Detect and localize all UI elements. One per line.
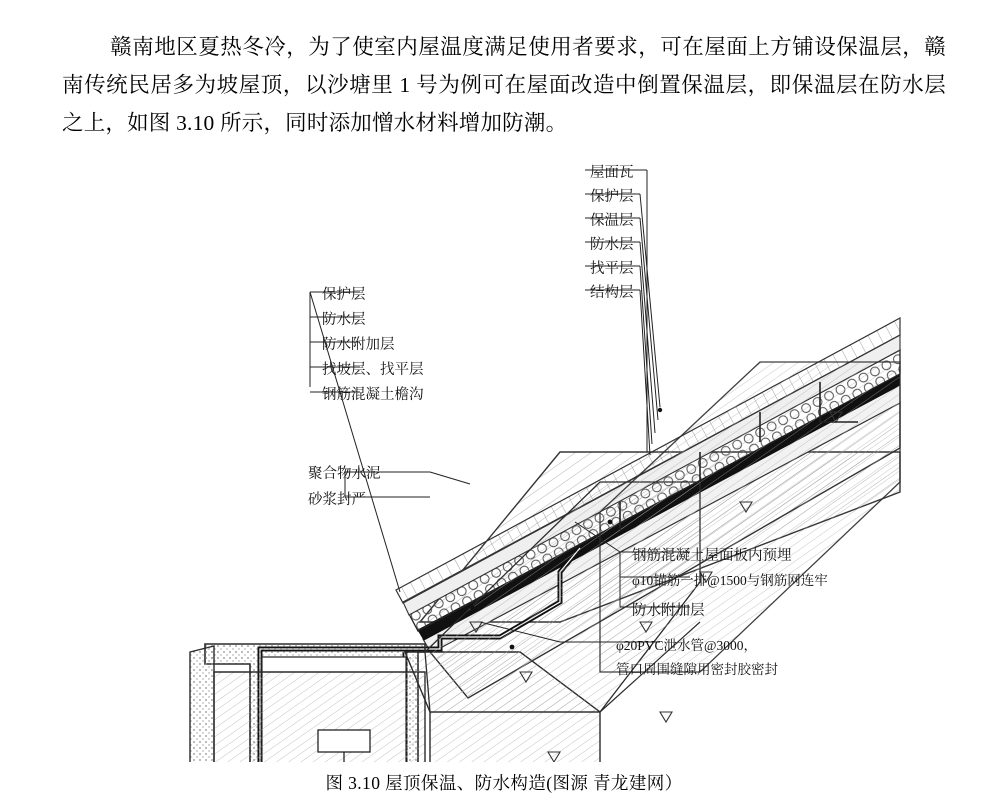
left-label-3: 找坡层、找平层 <box>322 362 424 378</box>
bottom-right-label-1: 管口周围缝隙用密封胶密封 <box>616 662 778 677</box>
body-paragraph <box>62 28 946 142</box>
right-label-1: φ10锚筋一排@1500与钢筋网连牢 <box>632 573 828 588</box>
mid-left-label-1: 砂浆封严 <box>308 492 366 508</box>
right-label-2: 防水附加层 <box>632 603 705 619</box>
top-label-0: 屋面瓦 <box>590 165 634 181</box>
top-label-3: 防水层 <box>590 237 634 253</box>
top-label-1: 保护层 <box>590 189 634 205</box>
left-label-4: 钢筋混凝土檐沟 <box>322 387 424 403</box>
left-label-0: 保护层 <box>322 287 366 303</box>
top-label-2: 保温层 <box>590 213 634 229</box>
left-label-2: 防水附加层 <box>322 337 395 353</box>
left-label-1: 防水层 <box>322 312 366 328</box>
paragraph-text: 赣南地区夏热冬冷，为了使室内屋温度满足使用者要求，可在屋面上方铺设保温层，赣南传统民居多为坡屋顶，以沙塘里 1 号为例可在屋面改造中倒置保温层，即保温层在防水层之上，如图 3.10 所示，同时添加憎水材料增加防潮。 <box>62 34 946 135</box>
mid-left-label-0: 聚合物水泥 <box>308 466 381 482</box>
bottom-right-label-0: φ20PVC泄水管@3000， <box>616 638 757 653</box>
top-label-4: 找平层 <box>590 261 634 277</box>
figure-caption: 图 3.10 屋顶保温、防水构造(图源 青龙建网） <box>325 773 683 793</box>
top-label-5: 结构层 <box>590 285 634 301</box>
figure-drawing <box>0 152 1008 762</box>
right-label-0: 钢筋混凝土屋面板内预埋 <box>632 548 792 564</box>
figure-roof-insulation <box>0 152 1008 762</box>
